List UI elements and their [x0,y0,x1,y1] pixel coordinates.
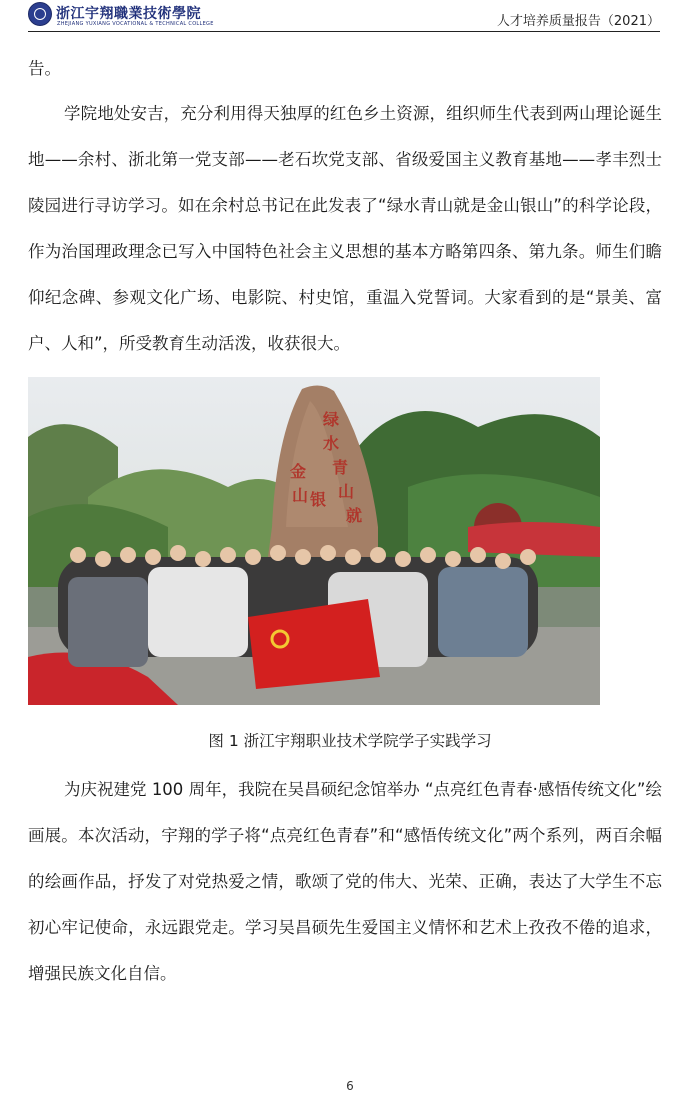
school-name-en: ZHEJIANG YUXIANG VOCATIONAL & TECHNICAL COLLEGE [57,21,214,27]
svg-text:青: 青 [332,458,349,477]
school-seal-icon [28,2,52,26]
paragraph-painting-exhibition: 为庆祝建党 100 周年，我院在吴昌硕纪念馆举办 “点亮红色青春·感悟传统文化”绘画展。本次活动，宇翔的学子将“点亮红色青春”和“感悟传统文化”两个系列，两百余幅的绘画作品，抒发了对党热爱之情，歌颂了党的伟大、光荣、正确，表达了大学生不忘初心牢记使命，永远跟党走。学习吴昌硕先生爱国主义情怀和艺术上孜孜不倦的追求，增强民族文化自信。 [28,780,662,983]
figure-caption: 图 1 浙江宇翔职业技术学院学子实践学习 [208,732,492,750]
page-header [28,0,660,32]
header-divider [28,31,660,32]
svg-text:水: 水 [323,434,340,453]
svg-text:银: 银 [310,490,327,509]
svg-text:山: 山 [338,482,355,501]
school-name-cn: 浙江宇翔職業技術學院 [56,6,201,22]
svg-text:金: 金 [290,462,307,481]
group-photo [28,377,600,705]
svg-text:山: 山 [292,486,309,505]
page-number: 6 [346,1079,354,1093]
paragraph-anji-visit: 学院地处安吉，充分利用得天独厚的红色乡土资源，组织师生代表到两山理论诞生地——余村、浙北第一党支部——老石坎党支部、省级爱国主义教育基地——孝丰烈士陵园进行寻访学习。如在余村总书记在此发表了“绿水青山就是金山银山”的科学论段，作为治国理政理念已写入中国特色社会主义思想的基本方略第四条、第九条。师生们瞻仰纪念碑、参观文化广场、电影院、村史馆，重温入党誓词。大家看到的是“景美、富户、人和”，所受教育生动活泼，收获很大。 [28,104,662,353]
report-title: 人才培养质量报告（2021） [496,14,660,29]
paragraph-continued: 告。 [28,59,61,78]
svg-text:绿: 绿 [323,410,340,429]
svg-text:就: 就 [346,506,363,525]
